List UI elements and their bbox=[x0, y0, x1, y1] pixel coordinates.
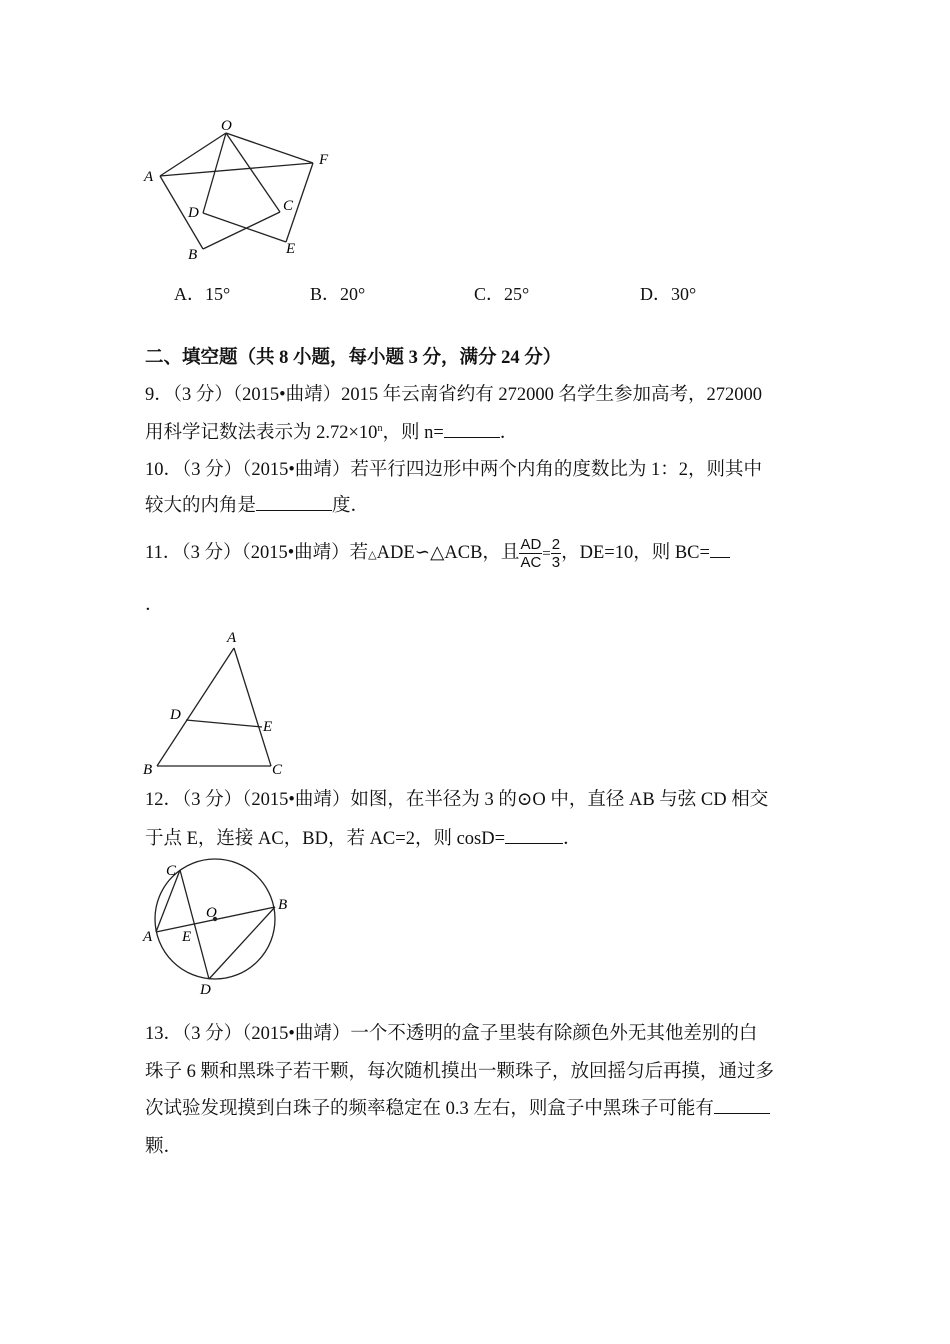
choice-a bbox=[174, 280, 230, 306]
label-b: B bbox=[188, 247, 198, 263]
figure-triangle-ade-acb bbox=[140, 625, 290, 775]
q10-text-b: 度． bbox=[332, 496, 370, 516]
q11-answer-blank[interactable] bbox=[710, 556, 730, 558]
q11-text-c: ，DE=10，则 BC= bbox=[561, 542, 710, 563]
label-e: E bbox=[286, 241, 296, 257]
label-a: A bbox=[144, 169, 154, 185]
q11-fraction-two-thirds bbox=[551, 537, 561, 570]
question-13-line-3 bbox=[145, 1100, 770, 1119]
figure-circle bbox=[140, 855, 300, 1000]
q9-text-b: ，则 n= bbox=[382, 423, 444, 444]
segment-de bbox=[203, 213, 286, 242]
q11-fraction-numerator: AD bbox=[520, 536, 542, 553]
label-a: A bbox=[143, 929, 153, 945]
question-11-line-1 bbox=[145, 537, 730, 570]
q12-answer-blank[interactable] bbox=[505, 842, 563, 844]
label-e: E bbox=[263, 719, 273, 735]
question-9-line-2 bbox=[145, 424, 518, 443]
q11-text-b: ADE∽△ACB，且 bbox=[376, 542, 520, 563]
q12-text-a: 于点 E，连接 AC，BD，若 AC=2，则 cosD= bbox=[145, 829, 506, 849]
segment-de bbox=[186, 720, 262, 727]
q13-text-a: 次试验发现摸到白珠子的频率稳定在 0.3 左右，则盒子中黑珠子可能有 bbox=[145, 1099, 714, 1119]
q9-period: ． bbox=[499, 423, 519, 444]
q9-exponent: n bbox=[377, 423, 383, 434]
label-a: A bbox=[227, 630, 237, 646]
question-12-line-2 bbox=[145, 830, 582, 849]
choice-c bbox=[474, 280, 529, 306]
q9-answer-blank[interactable] bbox=[444, 436, 500, 438]
q12-period: ． bbox=[563, 829, 582, 849]
q10-text-a: 较大的内角是 bbox=[145, 496, 257, 516]
label-d: D bbox=[188, 205, 199, 221]
label-o: O bbox=[221, 118, 232, 134]
choice-a-letter: A． bbox=[174, 284, 205, 304]
question-11-line-2: ． bbox=[145, 595, 164, 615]
label-f: F bbox=[319, 152, 329, 168]
choice-c-value: 25° bbox=[504, 284, 530, 304]
question-10-line-2 bbox=[145, 497, 369, 516]
question-13-line-4: 颗． bbox=[145, 1137, 183, 1157]
question-13-line-1: 13．（3 分）（2015•曲靖）一个不透明的盒子里装有除颜色外无其他差别的白 bbox=[145, 1024, 758, 1044]
figure-pentagon-rotation bbox=[140, 115, 340, 265]
segment-of bbox=[226, 133, 313, 163]
segment-ac bbox=[234, 648, 271, 766]
q10-answer-blank[interactable] bbox=[256, 509, 332, 511]
q11-fraction-denominator: AC bbox=[520, 554, 542, 571]
choice-d bbox=[640, 280, 696, 306]
question-12-line-1: 12．（3 分）（2015•曲靖）如图，在半径为 3 的⊙O 中，直径 AB 与弦 CD 相交 bbox=[145, 790, 769, 810]
choice-b-value: 20° bbox=[340, 284, 366, 304]
choice-b bbox=[310, 280, 365, 306]
segment-oc bbox=[226, 133, 280, 212]
label-c: C bbox=[283, 198, 294, 214]
label-e: E bbox=[182, 929, 192, 945]
label-b: B bbox=[278, 897, 288, 913]
question-10-line-1: 10．（3 分）（2015•曲靖）若平行四边形中两个内角的度数比为 1：2，则其中 bbox=[145, 460, 762, 480]
q9-text-a: 用科学记数法表示为 2.72×10 bbox=[145, 423, 378, 444]
choice-d-letter: D． bbox=[640, 284, 671, 304]
q11-small-triangle: △ bbox=[368, 548, 377, 561]
segment-ab bbox=[157, 648, 234, 766]
q11-fraction2-denominator: 3 bbox=[551, 554, 561, 571]
segment-bd bbox=[209, 907, 275, 979]
choice-a-value: 15° bbox=[205, 284, 231, 304]
q11-fraction2-numerator: 2 bbox=[551, 536, 561, 553]
question-13-line-2: 珠子 6 颗和黑珠子若干颗，每次随机摸出一颗珠子，放回摇匀后再摸，通过多 bbox=[145, 1062, 775, 1082]
question-9-line-1: 9．（3 分）（2015•曲靖）2015 年云南省约有 272000 名学生参加高考，272000 bbox=[145, 385, 762, 405]
choice-b-letter: B． bbox=[310, 284, 341, 304]
label-c: C bbox=[166, 863, 177, 879]
segment-ac bbox=[156, 870, 180, 932]
choice-d-value: 30° bbox=[671, 284, 697, 304]
label-d: D bbox=[170, 707, 181, 723]
label-o: O bbox=[206, 905, 217, 921]
segment-af bbox=[160, 163, 313, 176]
section-heading: 二、填空题（共 8 小题，每小题 3 分，满分 24 分） bbox=[145, 348, 562, 368]
label-d: D bbox=[200, 982, 211, 998]
q13-answer-blank[interactable] bbox=[714, 1112, 770, 1114]
choice-c-letter: C． bbox=[474, 284, 505, 304]
q11-equals: = bbox=[542, 545, 551, 562]
q11-text-a: 11．（3 分）（2015•曲靖）若 bbox=[145, 542, 369, 563]
label-c: C bbox=[272, 762, 283, 775]
label-b: B bbox=[143, 762, 153, 775]
chord-cd bbox=[180, 870, 209, 979]
q11-fraction-ad-ac bbox=[519, 537, 542, 570]
